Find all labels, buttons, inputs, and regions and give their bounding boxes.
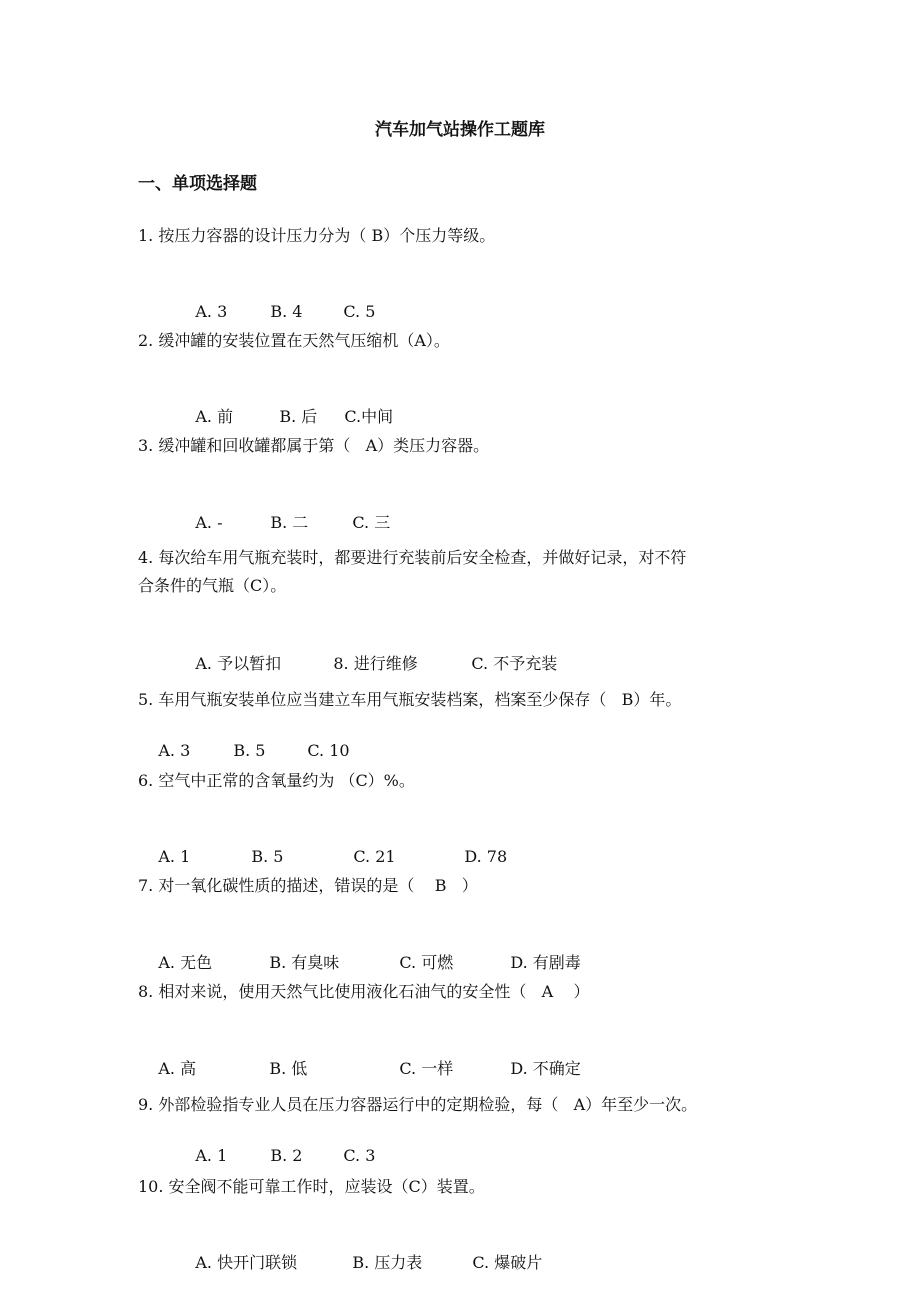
option: B. 2: [270, 1146, 303, 1165]
option: B. 5: [251, 847, 284, 866]
question-4-text-line2: 合条件的气瓶（C）。: [138, 576, 287, 595]
option: C. 可燃: [399, 953, 454, 972]
option: A. 无色: [158, 953, 213, 972]
option: B. 二: [270, 513, 309, 532]
option: C. 一样: [399, 1059, 454, 1078]
option: A. 高: [158, 1059, 197, 1078]
option: A. 前: [195, 407, 234, 426]
option: 8. 进行维修: [333, 654, 418, 673]
section-heading: 一、单项选择题: [138, 174, 257, 194]
option: D. 不确定: [510, 1059, 581, 1078]
option: C. 5: [343, 302, 376, 321]
option: C. 三: [352, 513, 391, 532]
option: A. 3: [195, 302, 228, 321]
option: B. 压力表: [352, 1253, 423, 1272]
option: C. 21: [353, 847, 396, 866]
question-1-text: 1. 按压力容器的设计压力分为（ B）个压力等级。: [138, 226, 496, 245]
option: B. 后: [279, 407, 318, 426]
question-10-options: [175, 1227, 542, 1299]
option: C. 爆破片: [472, 1253, 543, 1272]
question-9-text: 9. 外部检验指专业人员在压力容器运行中的定期检验，每（ A）年至少一次。: [138, 1095, 698, 1114]
question-3-text: 3. 缓冲罐和回收罐都属于第（ A）类压力容器。: [138, 436, 490, 455]
option: A. 予以暂扣: [195, 654, 282, 673]
question-6-text: 6. 空气中正常的含氧量约为 （C）%。: [138, 771, 415, 790]
option: C. 不予充装: [471, 654, 558, 673]
option: A. -: [195, 513, 223, 532]
option: D. 78: [464, 847, 508, 866]
option: A. 3: [158, 741, 191, 760]
question-8-text: 8. 相对来说，使用天然气比使用液化石油气的安全性（ A ）: [138, 982, 590, 1001]
option: B. 有臭味: [269, 953, 340, 972]
option: C.中间: [344, 407, 394, 426]
option: A. 1: [195, 1146, 228, 1165]
question-7-text: 7. 对一氧化碳性质的描述，错误的是（ B ）: [138, 876, 478, 895]
option: C. 3: [343, 1146, 376, 1165]
option: B. 低: [269, 1059, 308, 1078]
question-10-text: 10. 安全阀不能可靠工作时，应装设（C）装置。: [138, 1177, 485, 1196]
question-4-text-line1: 4. 每次给车用气瓶充装时，都要进行充装前后安全检查，并做好记录，对不符: [138, 548, 687, 567]
option: A. 快开门联锁: [195, 1253, 298, 1272]
option: B. 4: [270, 302, 303, 321]
option: A. 1: [158, 847, 191, 866]
document-title: 汽车加气站操作工题库: [375, 120, 545, 140]
option: C. 10: [307, 741, 350, 760]
question-5-text: 5. 车用气瓶安装单位应当建立车用气瓶安装档案，档案至少保存（ B）年。: [138, 690, 682, 709]
option: D. 有剧毒: [510, 953, 581, 972]
question-2-text: 2. 缓冲罐的安装位置在天然气压缩机（A）。: [138, 331, 450, 350]
option: B. 5: [233, 741, 266, 760]
